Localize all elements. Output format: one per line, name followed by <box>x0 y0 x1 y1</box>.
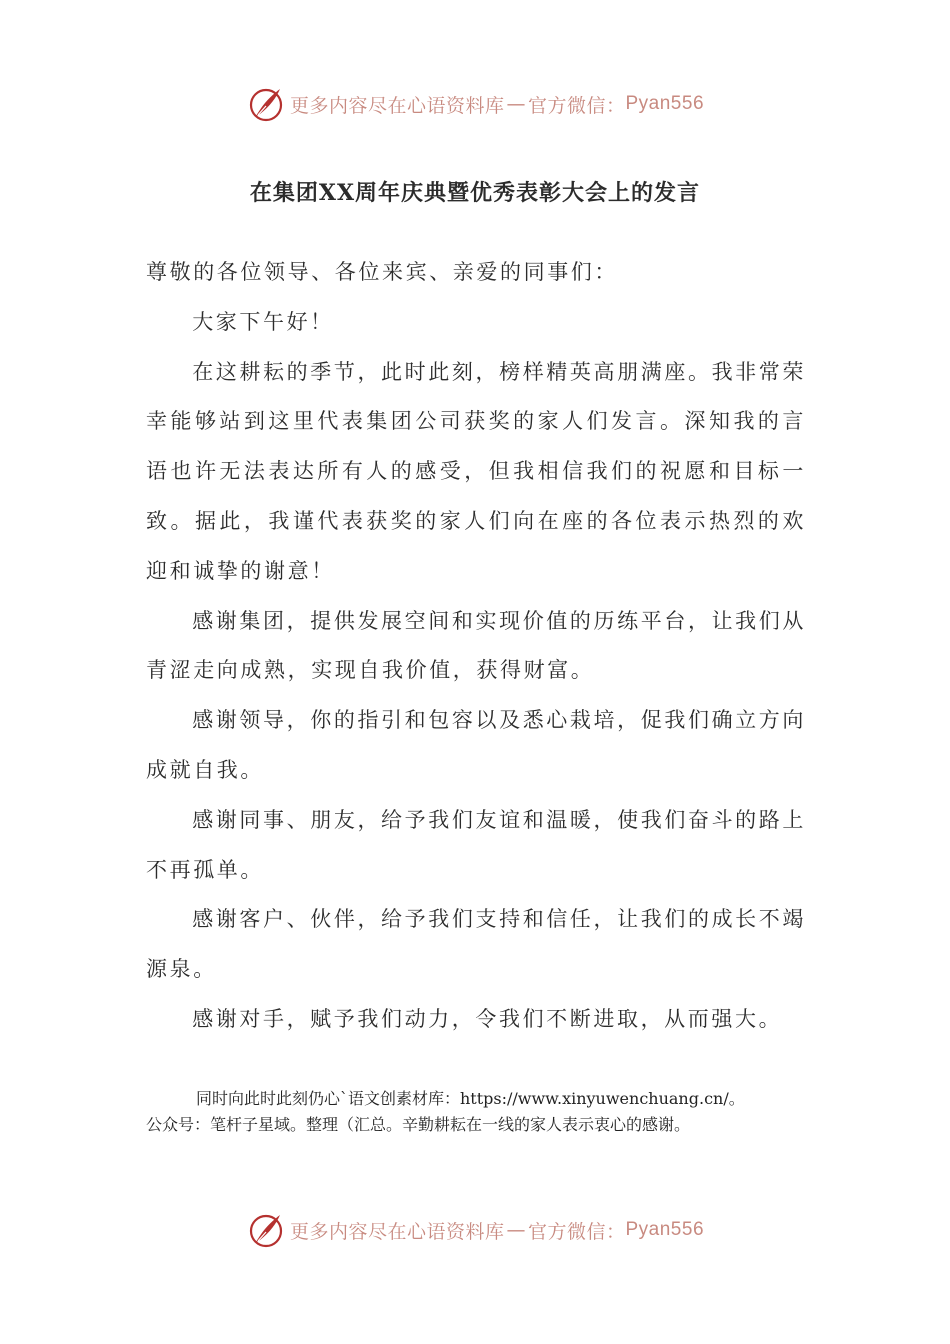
paragraph: 大家下午好！ <box>192 309 334 334</box>
banner-brand: 更多内容尽在心语资料库 <box>289 94 505 117</box>
banner-separator: — <box>506 1219 526 1241</box>
paragraph: 感谢同事、朋友，给予我们友谊和温暖，使我们奋斗的路上不再孤单。 <box>146 807 806 882</box>
paragraph: 感谢对手，赋予我们动力，令我们不断进取，从而强大。 <box>192 1006 783 1031</box>
document-body <box>146 248 806 1045</box>
footer-banner <box>0 1208 950 1252</box>
paragraph: 感谢集团，提供发展空间和实现价值的历练平台，让我们从青涩走向成熟，实现自我价值，获得财富。 <box>146 608 806 683</box>
document-title: 在集团XX周年庆典暨优秀表彰大会上的发言 <box>249 180 701 206</box>
quill-pen-circle-icon <box>246 1210 286 1250</box>
banner-wechat-label: 官方微信： <box>527 1220 626 1243</box>
header-banner <box>0 82 950 126</box>
banner-wechat-id: Pyan556 <box>625 93 705 114</box>
paragraph: 在这耕耘的季节，此时此刻，榜样精英高朋满座。我非常荣幸能够站到这里代表集团公司获奖的家人们发言。深知我的言语也许无法表达所有人的感受，但我相信我们的祝愿和目标一致。据此，我谨代表获奖的家人们向在座的各位表示热烈的欢迎和诚挚的谢意！ <box>146 359 806 583</box>
footnote-line-2: 公众号：笔杆子星域。整理（汇总。辛勤耕耘在一线的家人表示衷心的感谢。 <box>146 1115 691 1134</box>
footnote-line-1: 同时向此时此刻仍心`语文创素材库：https://www.xinyuwenchuang.cn/。 <box>196 1089 745 1108</box>
banner-wechat-label: 官方微信： <box>527 94 626 117</box>
salutation: 尊敬的各位领导、各位来宾、亲爱的同事们： <box>146 260 618 284</box>
footnote <box>146 1086 816 1138</box>
banner-brand: 更多内容尽在心语资料库 <box>289 1220 505 1243</box>
banner-wechat-id: Pyan556 <box>625 1219 705 1240</box>
quill-pen-circle-icon <box>246 84 286 124</box>
paragraph: 感谢领导，你的指引和包容以及悉心栽培，促我们确立方向成就自我。 <box>146 708 806 782</box>
banner-separator: — <box>506 93 526 115</box>
paragraph: 感谢客户、伙伴，给予我们支持和信任，让我们的成长不竭源泉。 <box>146 907 806 982</box>
